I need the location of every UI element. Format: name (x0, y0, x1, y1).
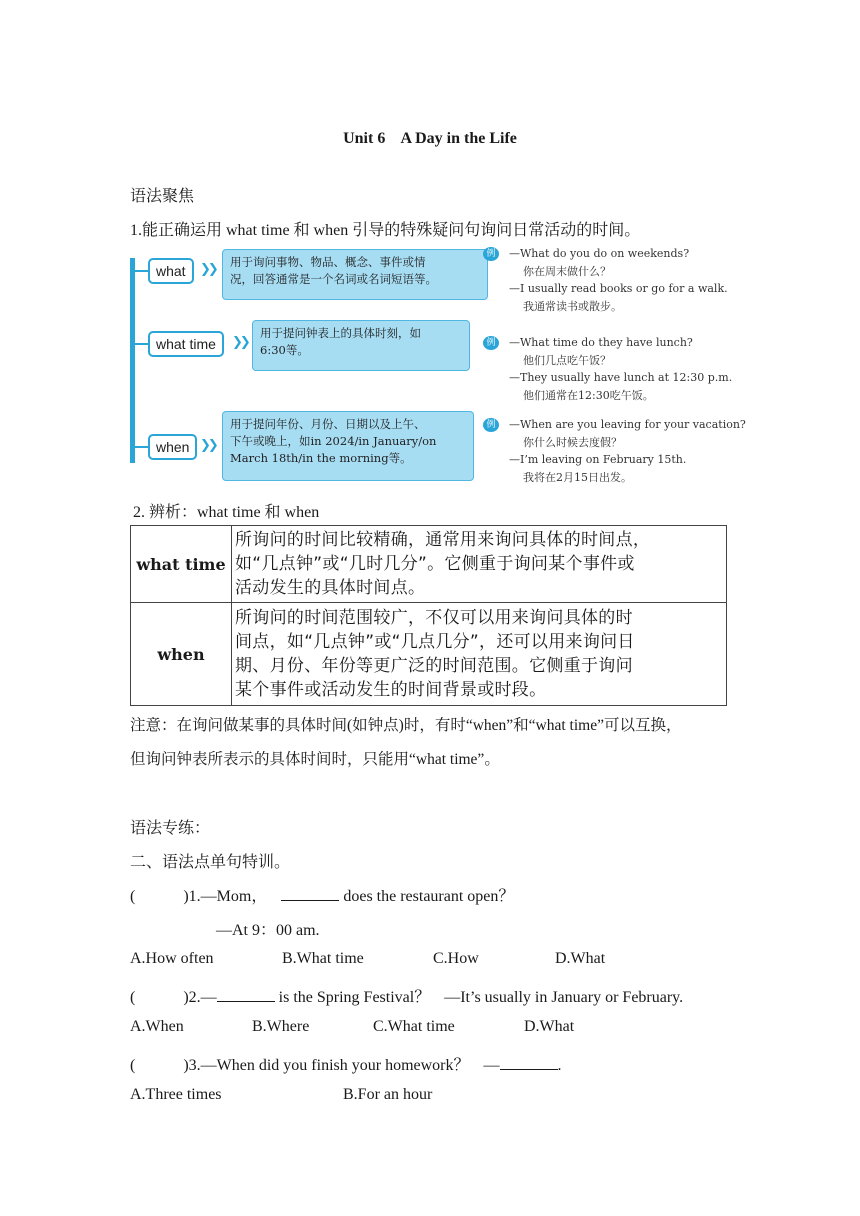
example-icon: 例 (483, 336, 499, 350)
example-en: —What do you do on weekends? (509, 247, 690, 260)
option[interactable]: A.When (130, 1018, 184, 1035)
keyword-when: when (148, 434, 197, 460)
example-zh: 我通常读书或散步。 (523, 299, 622, 313)
answer-bracket[interactable]: ( ) (130, 989, 189, 1006)
option[interactable]: D.What (524, 1018, 575, 1035)
example-en: —I usually read books or go for a walk. (509, 282, 728, 295)
section1-heading: 语法聚焦 (130, 188, 195, 205)
examples-what-time (509, 334, 732, 404)
keyword-what-time: what time (148, 331, 224, 357)
explanation-cell (232, 526, 727, 603)
question-2 (130, 984, 683, 1007)
example-icon: 例 (483, 247, 499, 261)
example-en: —What time do they have lunch? (509, 336, 693, 349)
question-3 (130, 1052, 562, 1075)
example-zh: 你什么时候去度假？ (523, 435, 622, 449)
answer-bracket[interactable]: ( ) (130, 1057, 189, 1074)
explanation-line: 期、月份、年份等更广泛的时间范围。它侧重于询问 (235, 656, 633, 676)
note-line: 注意：在询问做某事的具体时间(如钟点)时，有时“when”和“what time”可以互换， (130, 717, 682, 734)
note-line: 但询问钟表所表示的具体时间时，只能用“what time”。 (130, 751, 500, 768)
example-en: —They usually have lunch at 12:30 p.m. (509, 371, 733, 384)
question-text: is the Spring Festival？ (278, 989, 431, 1006)
example-zh: 他们通常在12:30吃午饭。 (523, 388, 654, 402)
explanation-line: 如“几点钟”或“几时几分”。它侧重于询问某个事件或 (235, 554, 635, 574)
question-text: 3.—When did you finish your homework？ (188, 1057, 470, 1074)
option[interactable]: B.What time (282, 950, 364, 967)
table-row (131, 603, 727, 706)
question-1 (130, 883, 514, 906)
term-cell: when (131, 603, 232, 706)
section2-heading: 语法专练： (130, 820, 211, 837)
page-title (0, 130, 860, 148)
unit-number: Unit 6 (343, 130, 386, 147)
answer-bracket[interactable]: ( ) (130, 888, 189, 905)
grammar-point-2: 2. 辨析：what time 和 when (133, 504, 320, 521)
description-what-time (252, 320, 470, 371)
question-reply: . (557, 1057, 562, 1074)
description-when (222, 411, 474, 481)
description-line: 况，回答通常是一个名词或名词短语等。 (230, 272, 437, 286)
double-arrow-icon: ❯❯ (200, 262, 216, 277)
option[interactable]: D.What (555, 950, 606, 967)
description-line: March 18th/in the morning等。 (230, 451, 412, 465)
connector-line (134, 270, 148, 272)
description-line: 6:30等。 (260, 343, 309, 357)
explanation-line: 间点，如“几点钟”或“几点几分”，还可以用来询问日 (235, 632, 635, 652)
example-en: —I’m leaving on February 15th. (509, 453, 687, 466)
answer-blank[interactable] (281, 886, 339, 901)
explanation-cell (232, 603, 727, 706)
description-line: 用于询问事物、物品、概念、事件或情 (230, 255, 426, 269)
option[interactable]: B.Where (252, 1018, 310, 1035)
explanation-line: 活动发生的具体时间点。 (235, 578, 426, 598)
diagram-spine (130, 258, 135, 463)
description-what (222, 249, 488, 300)
description-line: 用于提问年份、月份、日期以及上午、 (230, 417, 426, 431)
example-zh: 我将在2月15日出发。 (523, 470, 632, 484)
examples-when (509, 416, 746, 486)
keyword-what: what (148, 258, 194, 284)
explanation-line: 所询问的时间比较精确，通常用来询问具体的时间点， (235, 530, 651, 550)
option[interactable]: A.How often (130, 950, 214, 967)
description-line: 下午或晚上，如in 2024/in January/on (230, 434, 437, 448)
unit-name: A Day in the Life (400, 130, 517, 147)
question-1-answer-line: —At 9：00 am. (216, 922, 320, 939)
answer-blank[interactable] (217, 987, 275, 1002)
question-reply: —It’s usually in January or February. (444, 989, 684, 1006)
exercise-heading: 二、语法点单句特训。 (130, 854, 291, 871)
double-arrow-icon: ❯❯ (200, 438, 216, 453)
question-text: 1.—Mom， (188, 888, 268, 905)
question-text: does the restaurant open？ (343, 888, 515, 905)
connector-line (134, 343, 148, 345)
comparison-table (130, 525, 727, 706)
option[interactable]: C.How (433, 950, 479, 967)
option[interactable]: C.What time (373, 1018, 455, 1035)
example-icon: 例 (483, 418, 499, 432)
explanation-line: 所询问的时间范围较广，不仅可以用来询问具体的时 (235, 608, 633, 628)
example-en: —When are you leaving for your vacation? (509, 418, 746, 431)
question-reply: — (483, 1057, 500, 1074)
explanation-line: 某个事件或活动发生的时间背景或时段。 (235, 680, 547, 700)
question-text: 2.— (188, 989, 217, 1006)
description-line: 用于提问钟表上的具体时刻，如 (260, 326, 421, 340)
examples-what (509, 245, 728, 315)
table-row (131, 526, 727, 603)
grammar-point-1: 1.能正确运用 what time 和 when 引导的特殊疑问句询问日常活动的时间。 (130, 222, 641, 239)
answer-blank[interactable] (500, 1055, 558, 1070)
double-arrow-icon: ❯❯ (232, 335, 248, 350)
example-zh: 他们几点吃午饭？ (523, 353, 611, 367)
connector-line (134, 446, 148, 448)
term-cell: what time (131, 526, 232, 603)
option[interactable]: B.For an hour (343, 1086, 433, 1103)
example-zh: 你在周末做什么？ (523, 264, 611, 278)
option[interactable]: A.Three times (130, 1086, 222, 1103)
